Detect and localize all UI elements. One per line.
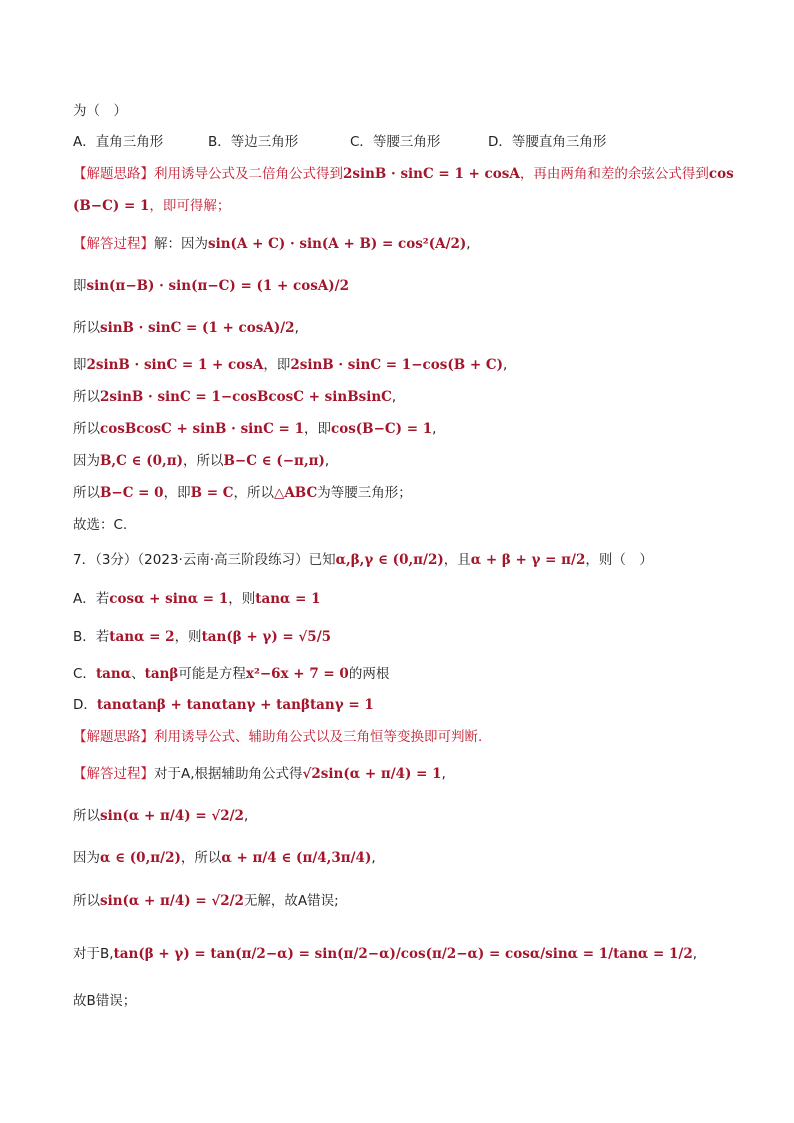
q6-option-a: A．直角三角形 (73, 134, 164, 150)
q6-thinking-line1: 【解题思路】利用诱导公式及二倍角公式得到2sinB · sinC = 1 + cosA，再由两角和差的余弦公式得到cos (73, 166, 734, 182)
q6-step-7: 所以B−C = 0，即B = C，所以△ABC为等腰三角形； (73, 485, 412, 501)
q6-step-6: 因为B,C ∈ (0,π)，所以B−C ∈ (−π,π), (73, 453, 330, 469)
q6-step-5: 所以cosBcosC + sinB · sinC = 1，即cos(B−C) = 1, (73, 421, 437, 437)
q7-option-b: B．若tanα = 2，则tan(β + γ) = √5/5 (73, 629, 332, 645)
q6-option-b: B．等边三角形 (208, 134, 299, 150)
q7-step-2: 因为α ∈ (0,π/2)，所以α + π/4 ∈ (π/4,3π/4), (73, 850, 376, 866)
q6-option-c: C．等腰三角形 (350, 134, 441, 150)
q7-option-d: D．tanαtanβ + tanαtanγ + tanβtanγ = 1 (73, 697, 374, 713)
q6-stem-tail: 为（ ） (73, 103, 127, 119)
q6-process-tag: 【解答过程】 (73, 236, 154, 252)
q7-step-5: 故B错误； (73, 993, 137, 1009)
q6-step-0: 【解答过程】解：因为sin(A + C) · sin(A + B) = cos²(A/2), (73, 236, 471, 252)
q6-step-2: 所以sinB · sinC = (1 + cosA)/2, (73, 320, 299, 336)
q7-step-0: 【解答过程】对于A,根据辅助角公式得√2sin(α + π/4) = 1, (73, 766, 446, 782)
q7-option-c: C．tanα、tanβ可能是方程x²−6x + 7 = 0的两根 (73, 666, 390, 682)
q7-option-a: A．若cosα + sinα = 1，则tanα = 1 (73, 591, 321, 607)
q6-step-1: 即sin(π−B) · sin(π−C) = (1 + cosA)/2 (73, 278, 349, 294)
q6-step-3: 即2sinB · sinC = 1 + cosA，即2sinB · sinC = 1−cos(B + C), (73, 357, 508, 373)
q6-thinking-tag: 【解题思路】 (73, 166, 154, 182)
q7-thinking-tag: 【解题思路】 (73, 729, 154, 745)
q7-stem: 7．（3分）（2023·云南·高三阶段练习）已知α,β,γ ∈ (0,π/2)，且α + β + γ = π/2，则（ ） (73, 552, 653, 568)
q7-step-4: 对于B,tan(β + γ) = tan(π/2−α) = sin(π/2−α)/cos(π/2−α) = cosα/sinα = 1/tanα = 1/2, (73, 946, 698, 962)
q7-thinking: 【解题思路】利用诱导公式、辅助角公式以及三角恒等变换即可判断. (73, 729, 483, 745)
q6-thinking-line2: (B−C) = 1，即可得解； (73, 198, 231, 214)
q6-option-d: D．等腰直角三角形 (488, 134, 607, 150)
q7-step-3: 所以sin(α + π/4) = √2/2无解，故A错误; (73, 893, 339, 909)
q7-process-tag: 【解答过程】 (73, 766, 154, 782)
q6-options (73, 132, 754, 152)
q6-answer: 故选：C. (73, 517, 128, 533)
q7-step-1: 所以sin(α + π/4) = √2/2, (73, 808, 249, 824)
q6-step-4: 所以2sinB · sinC = 1−cosBcosC + sinBsinC, (73, 389, 397, 405)
